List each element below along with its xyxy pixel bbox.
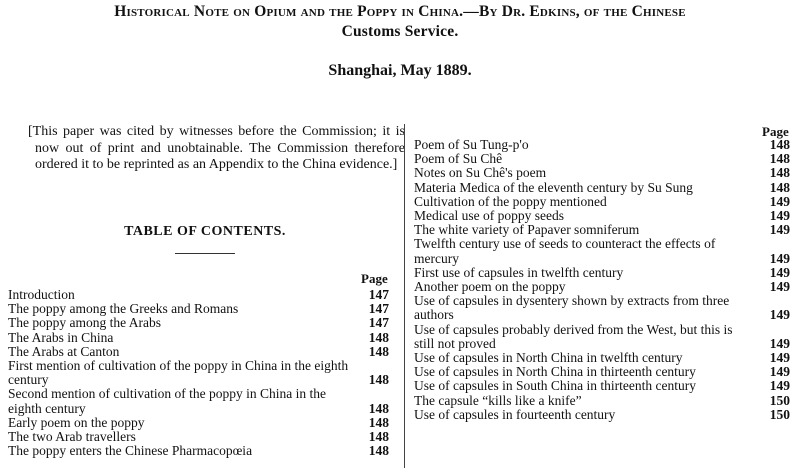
toc-entry	[8, 331, 389, 345]
title-author: —By Dr. Edkins, of the Chinese	[463, 3, 686, 20]
toc-entry-page: 149	[769, 335, 790, 351]
toc-entry-text: Use of capsules in South China in thirteenth century	[414, 378, 696, 394]
toc-entry-text: Poem of Su Chê	[414, 151, 503, 167]
toc-entry-page: 148	[769, 165, 790, 181]
toc-entry-page: 148	[368, 329, 389, 345]
toc-entry-text: Use of capsules in dysentery shown by extracts from three authors	[414, 293, 730, 323]
toc-entry-page: 149	[769, 279, 790, 295]
place-date: Shanghai, May 1889.	[328, 62, 472, 79]
toc-entry	[8, 345, 389, 359]
left-page-label: Page	[361, 271, 388, 286]
toc-entry-text: The two Arab travellers	[8, 429, 136, 445]
toc-entry-text: The capsule “kills like a knife”	[414, 392, 582, 408]
document-title	[0, 2, 800, 42]
toc-entry-page: 148	[368, 372, 389, 388]
toc-entry	[8, 359, 389, 387]
toc-entry	[414, 138, 790, 152]
toc-entry-page: 150	[769, 392, 790, 408]
toc-entry-text: The Arabs in China	[8, 329, 114, 345]
toc-entry-page: 148	[769, 179, 790, 195]
toc-entry-page: 149	[769, 250, 790, 266]
toc-entry-text: The Arabs at Canton	[8, 343, 120, 359]
toc-entry-text: Another poem on the poppy	[414, 279, 566, 295]
toc-entry-text: Introduction	[8, 287, 75, 302]
toc-entry-text: Twelfth century use of seeds to counteract the effects of mercury	[414, 236, 716, 266]
toc-entry-page: 147	[368, 301, 389, 317]
toc-entry-text: The poppy among the Greeks and Romans	[8, 301, 239, 317]
toc-entry	[414, 294, 790, 322]
toc-entry	[414, 365, 790, 379]
toc-entry-page: 148	[368, 414, 389, 430]
toc-entry	[414, 280, 790, 294]
toc-entry-page: 149	[769, 208, 790, 224]
toc-entry	[414, 237, 790, 265]
toc-entry-text: Materia Medica of the eleventh century by Su Sung	[414, 179, 693, 195]
column-divider	[404, 124, 405, 468]
toc-right-list	[414, 138, 790, 422]
toc-left-list	[8, 288, 389, 458]
toc-entry-text: The white variety of Papaver somniferum	[414, 222, 640, 238]
toc-entry	[8, 416, 389, 430]
toc-entry	[414, 181, 790, 195]
toc-entry-page: 149	[769, 222, 790, 238]
toc-entry	[414, 223, 790, 237]
toc-entry-text: Early poem on the poppy	[8, 414, 145, 430]
toc-entry	[414, 166, 790, 180]
toc-entry-page: 148	[769, 137, 790, 152]
toc-entry	[414, 394, 790, 408]
toc-entry-page: 149	[769, 193, 790, 209]
toc-entry	[414, 323, 790, 351]
toc-entry-page: 148	[368, 343, 389, 359]
toc-entry	[414, 379, 790, 393]
toc-entry	[8, 302, 389, 316]
toc-heading: TABLE OF CONTENTS.	[124, 224, 286, 239]
toc-entry-page: 148	[368, 400, 389, 416]
toc-entry-text: The poppy among the Arabs	[8, 315, 161, 331]
toc-entry	[8, 316, 389, 330]
toc-entry-text: Cultivation of the poppy mentioned	[414, 193, 607, 209]
toc-entry-page: 149	[769, 364, 790, 380]
toc-entry-page: 148	[368, 443, 389, 459]
right-page-label: Page	[762, 124, 789, 139]
toc-entry	[8, 387, 389, 415]
toc-entry-text: Poem of Su Tung-p'o	[414, 137, 529, 152]
toc-entry-text: First mention of cultivation of the poppy in China in the eighth century	[8, 358, 349, 388]
toc-entry	[414, 408, 790, 422]
toc-entry-text: The poppy enters the Chinese Pharmacopœia	[8, 443, 253, 459]
editorial-note: [This paper was cited by witnesses before the Commission; it is now out of print and unobtainable. The Commission therefore ordered it to be reprinted as an Appendix to the China evidence.]	[28, 124, 405, 172]
toc-entry	[414, 152, 790, 166]
toc-entry-text: Medical use of poppy seeds	[414, 208, 564, 224]
toc-entry	[414, 209, 790, 223]
toc-entry-page: 150	[769, 406, 790, 422]
toc-entry-page: 147	[368, 315, 389, 331]
toc-entry-page: 148	[769, 151, 790, 167]
toc-entry	[414, 351, 790, 365]
toc-entry-page: 149	[769, 264, 790, 280]
title-subject: Historical Note on Opium and the Poppy in China.	[114, 3, 464, 20]
toc-entry	[8, 444, 389, 458]
toc-entry-text: Use of capsules probably derived from the West, but this is still not proved	[414, 321, 733, 351]
toc-entry-text: First use of capsules in twelfth century	[414, 264, 624, 280]
toc-entry	[8, 288, 389, 302]
toc-entry-text: Use of capsules in North China in twelfth century	[414, 350, 683, 366]
toc-entry-page: 149	[769, 350, 790, 366]
toc-entry-text: Use of capsules in fourteenth century	[414, 406, 616, 422]
toc-heading-rule	[175, 253, 235, 254]
toc-entry-page: 149	[769, 378, 790, 394]
toc-entry-text: Notes on Su Chê's poem	[414, 165, 547, 181]
toc-entry	[414, 266, 790, 280]
toc-entry-page: 149	[769, 307, 790, 323]
toc-entry-text: Use of capsules in North China in thirteenth century	[414, 364, 696, 380]
title-line-2: Customs Service.	[341, 23, 459, 40]
toc-entry	[414, 195, 790, 209]
toc-entry	[8, 430, 389, 444]
title-line-1	[0, 2, 800, 22]
toc-entry-page: 147	[368, 287, 389, 302]
toc-entry-page: 148	[368, 429, 389, 445]
toc-entry-text: Second mention of cultivation of the poppy in China in the eighth century	[8, 386, 326, 416]
